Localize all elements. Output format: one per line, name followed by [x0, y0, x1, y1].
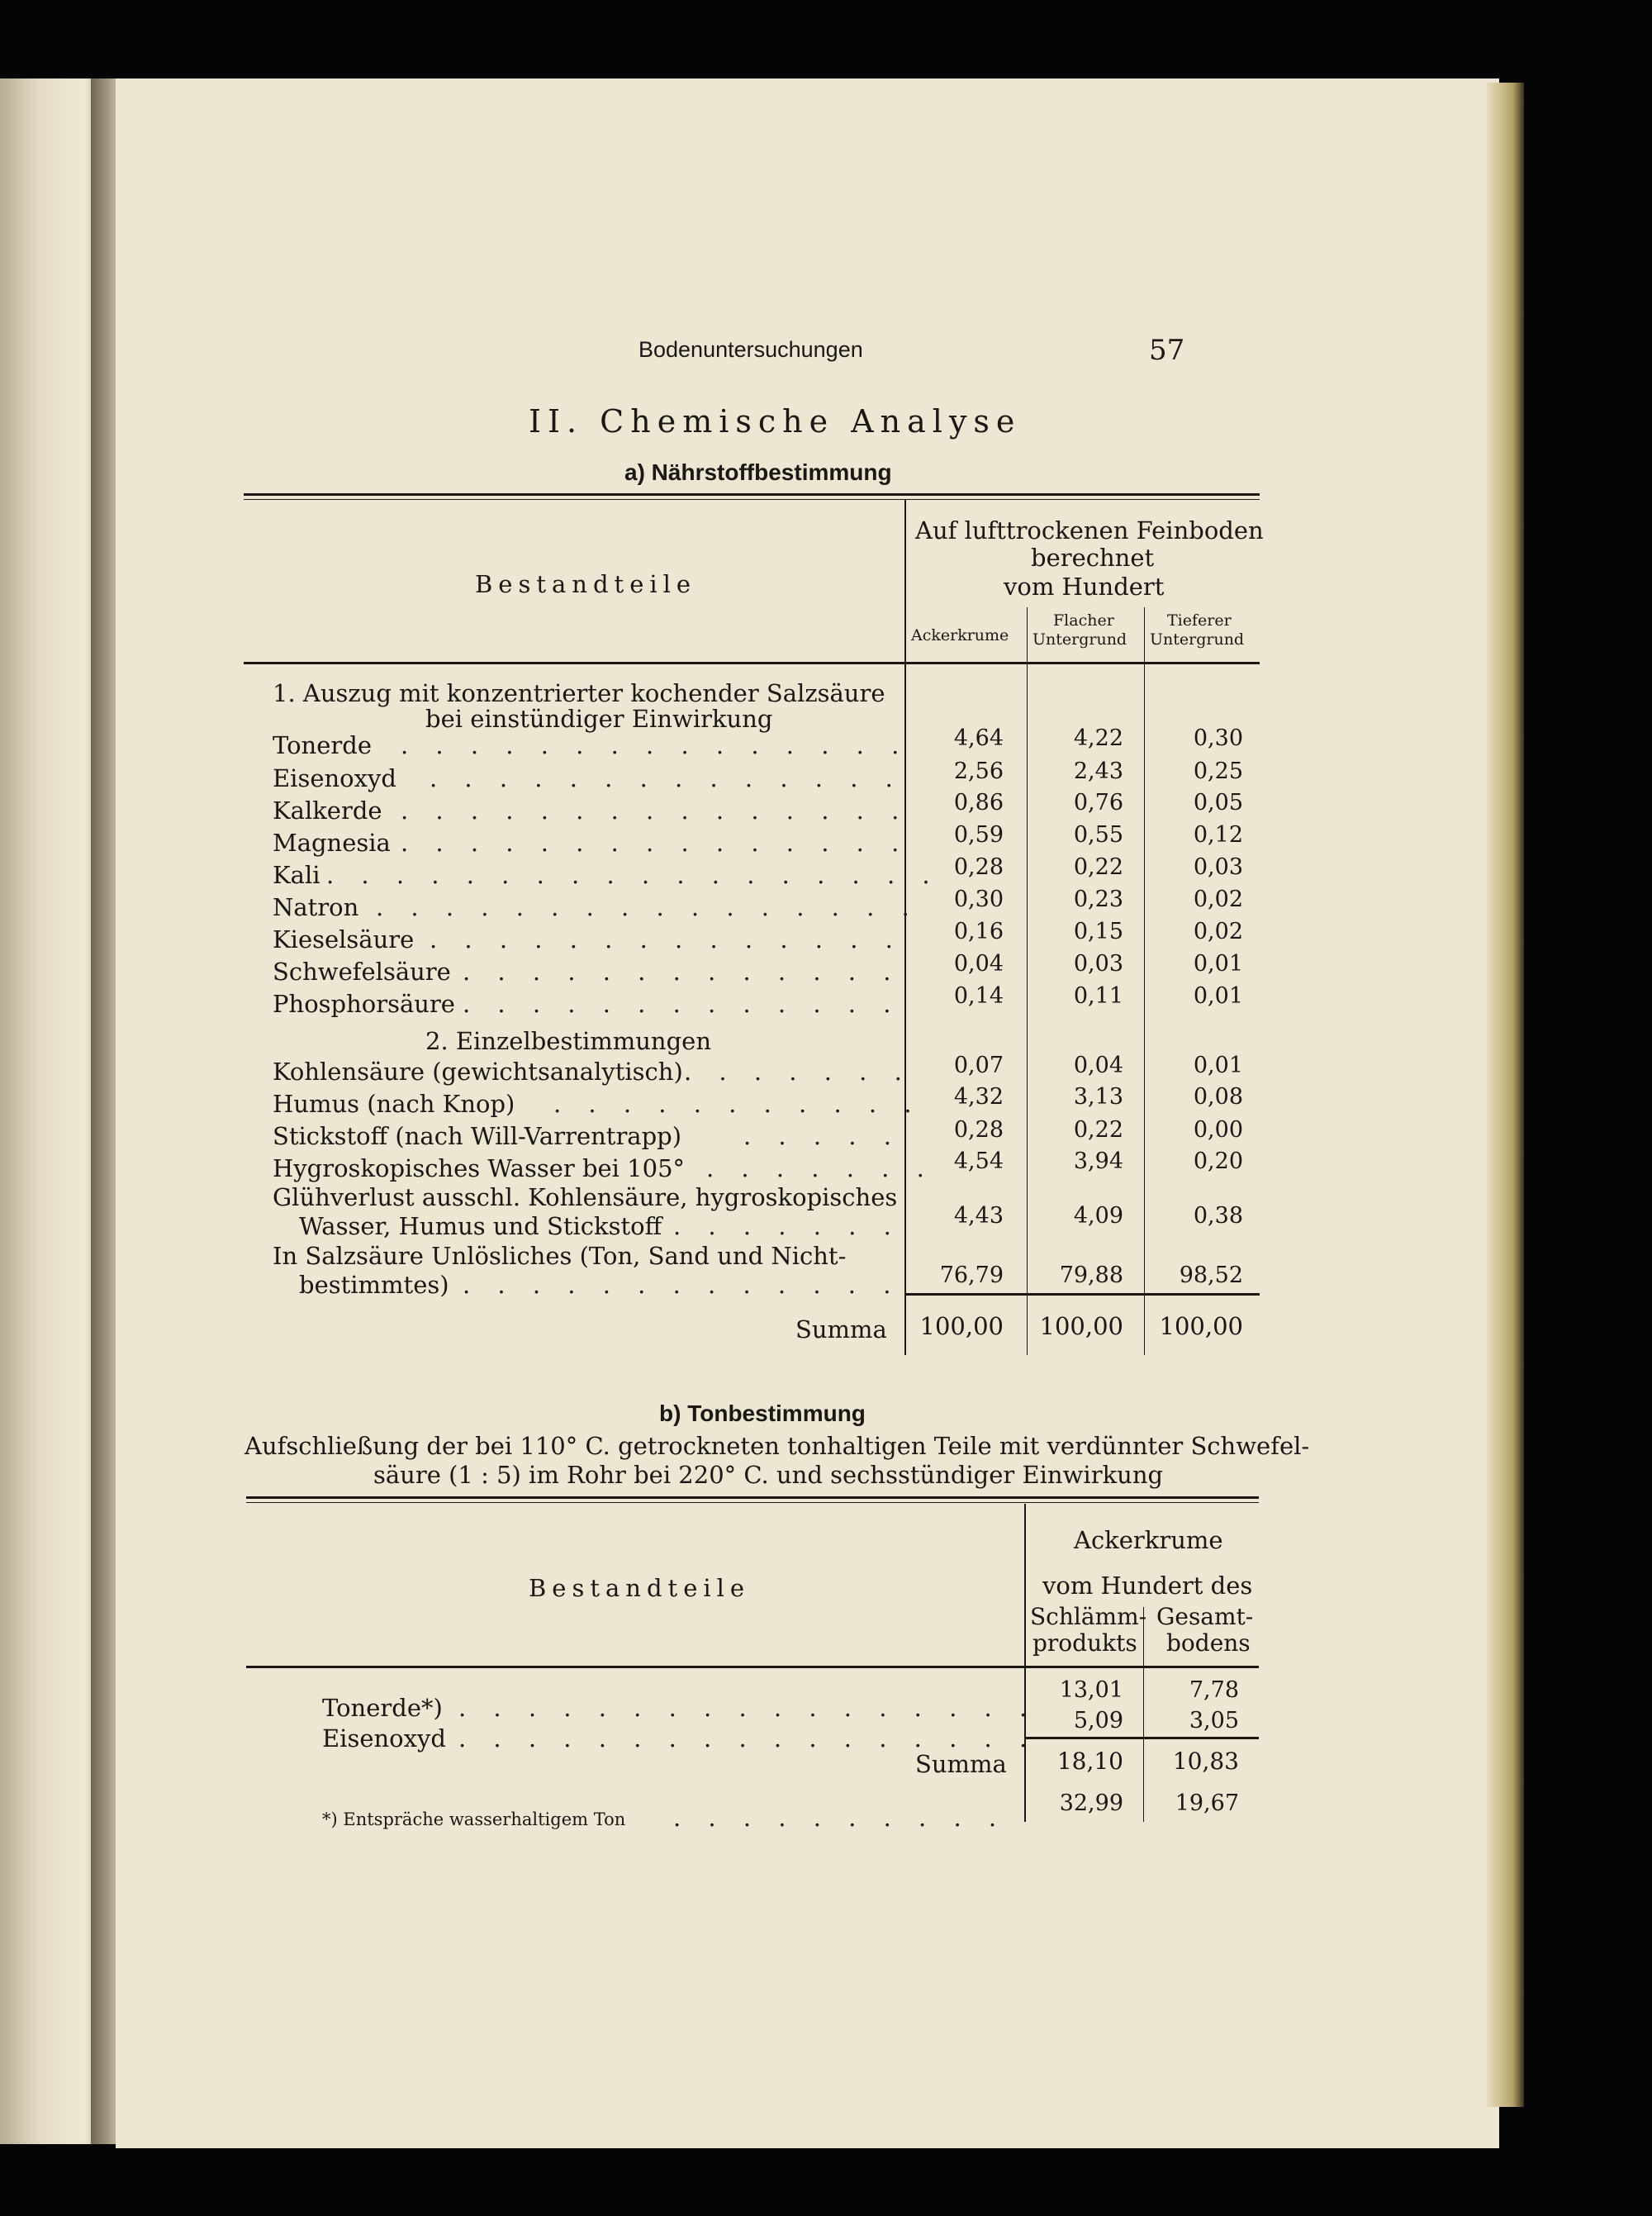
table-a-top-rule-thin — [244, 499, 1260, 500]
leader-dots: . . . . . . . . . . . . . — [463, 958, 901, 986]
row-value: 3,94 — [1073, 1148, 1123, 1174]
row-value: 4,43 — [953, 1203, 1004, 1229]
group1-heading-line1: 1. Auszug mit konzentrierter kochender Salzsäure — [273, 679, 885, 707]
table-b-col1-head-2: produkts — [1032, 1629, 1137, 1657]
table-a-head-rule — [244, 662, 1260, 664]
row-label: Glühverlust ausschl. Kohlensäure, hygroskopisches — [273, 1183, 898, 1211]
row-value: 0,22 — [1073, 1117, 1123, 1143]
table-a-col2-head-2: Untergrund — [1032, 630, 1127, 649]
footnote: *) Entspräche wasserhaltigem Ton — [322, 1809, 626, 1829]
row-value: 2,43 — [1073, 758, 1123, 784]
table-a-sum-label: Summa — [795, 1315, 887, 1343]
group1-heading-line2: bei einstündiger Einwirkung — [425, 705, 773, 733]
row-value: 7,78 — [1189, 1677, 1239, 1703]
row-label: Tonerde*) — [322, 1694, 443, 1722]
section-title: II. Chemische Analyse — [529, 403, 1022, 440]
row-value: 4,09 — [1073, 1203, 1123, 1229]
row-value: 4,22 — [1073, 725, 1123, 751]
row-label: Kalkerde — [273, 797, 382, 825]
table-a-caption: a) Nährstoffbestimmung — [624, 459, 892, 485]
row-value: 0,38 — [1193, 1203, 1243, 1229]
page-edge — [1487, 83, 1524, 2107]
leader-dots: . . . . . . . . . . . . . . . . . . — [326, 861, 940, 889]
row-value: 0,15 — [1073, 919, 1123, 944]
table-b-head-line2: vom Hundert des — [1042, 1572, 1253, 1600]
left-page — [0, 78, 99, 2144]
leader-dots: . . . . . . . . . . . . . . . . . — [458, 1724, 1037, 1752]
table-b-col1-head-1: Schlämm- — [1030, 1603, 1147, 1630]
leader-dots: . . . . . . . — [673, 1212, 901, 1240]
table-b-col2-head-1: Gesamt- — [1156, 1603, 1254, 1630]
leader-dots: . . . . . . . . . . . . . . — [430, 764, 903, 792]
row-value: 0,30 — [953, 887, 1004, 912]
table-a-col-label: Bestandteile — [475, 570, 697, 598]
row-label: Natron — [273, 893, 359, 921]
row-label: Magnesia — [273, 829, 391, 857]
row-value: 79,88 — [1059, 1263, 1123, 1288]
row-value: 0,20 — [1193, 1148, 1243, 1174]
row-value: 0,02 — [1193, 887, 1243, 912]
group2-heading: 2. Einzelbestimmungen — [425, 1027, 712, 1055]
page-number: 57 — [1149, 334, 1185, 367]
table-b-head-line1: Ackerkrume — [1074, 1526, 1223, 1554]
table-b-sum-label: Summa — [915, 1750, 1007, 1778]
row-value: 0,04 — [1073, 1053, 1123, 1078]
row-label: Kieselsäure — [273, 925, 415, 953]
row-label: Kali — [273, 861, 320, 889]
row-value: 0,30 — [1193, 725, 1243, 751]
row-value: 3,05 — [1189, 1708, 1239, 1733]
table-b-caption: b) Tonbestimmung — [659, 1400, 866, 1426]
row-label: Eisenoxyd — [273, 764, 396, 792]
leader-dots: . . . . . . . . . . . . . . . . — [376, 893, 919, 921]
sum-value: 100,00 — [1159, 1312, 1243, 1340]
table-a-col3-head-2: Untergrund — [1150, 630, 1245, 649]
row-label: Humus (nach Knop) — [273, 1090, 515, 1118]
leader-dots: . . . . . . . — [684, 1058, 912, 1086]
row-value: 0,59 — [953, 822, 1004, 848]
table-a-head-line1: Auf lufttrockenen Feinboden — [915, 516, 1264, 544]
leader-dots: . . . . . . . . . . . . . — [463, 990, 901, 1018]
row-value: 0,03 — [1193, 854, 1243, 880]
leader-dots: . . . . . . . . . . . . . . . — [401, 829, 909, 857]
table-a-top-rule — [244, 493, 1260, 496]
leader-dots: . . . . . . . . . . . — [553, 1090, 922, 1118]
table-a-vline-2 — [1027, 607, 1028, 1355]
footnote-value: 19,67 — [1175, 1790, 1239, 1816]
table-a-col3-head-1: Tieferer — [1167, 611, 1232, 630]
sum-value: 100,00 — [1039, 1312, 1123, 1340]
row-value: 0,11 — [1073, 983, 1123, 1009]
row-value: 0,55 — [1073, 822, 1123, 848]
row-value: 13,01 — [1059, 1677, 1123, 1703]
sum-value: 18,10 — [1056, 1748, 1123, 1775]
row-value: 0,23 — [1073, 887, 1123, 912]
row-value: 0,14 — [953, 983, 1004, 1009]
leader-dots: . . . . . . . . . . — [673, 1804, 1007, 1832]
row-value: 0,08 — [1193, 1084, 1243, 1110]
leader-dots: . . . . . . . . . . . . . . — [430, 925, 903, 953]
table-b-intro-line1: Aufschließung der bei 110° C. getrockneten tonhaltigen Teile mit verdünnter Schwefel- — [244, 1432, 1310, 1460]
row-label: Stickstoff (nach Will-Varrentrapp) — [273, 1122, 682, 1150]
table-a-vline-3 — [1144, 607, 1145, 1355]
table-b-top-rule-thin — [246, 1502, 1259, 1503]
sum-value: 100,00 — [919, 1312, 1004, 1340]
row-label: Eisenoxyd — [322, 1724, 446, 1752]
row-label: Kohlensäure (gewichtsanalytisch) — [273, 1058, 683, 1086]
leader-dots: . . . . . . . . . . . . . . . . . — [458, 1694, 1037, 1722]
table-b-col-label: Bestandteile — [529, 1574, 751, 1602]
row-value: 0,28 — [953, 1117, 1004, 1143]
table-a-head-line2: berechnet — [1031, 544, 1155, 572]
sum-value: 10,83 — [1172, 1748, 1239, 1775]
row-label: Hygroskopisches Wasser bei 105° — [273, 1154, 686, 1182]
row-value: 0,01 — [1193, 983, 1243, 1009]
row-value: 0,28 — [953, 854, 1004, 880]
row-value: 0,02 — [1193, 919, 1243, 944]
row-value: 0,22 — [1073, 854, 1123, 880]
row-value: 4,54 — [953, 1148, 1004, 1174]
table-a-col1-head: Ackerkrume — [911, 626, 1009, 644]
footnote-value: 32,99 — [1059, 1790, 1123, 1816]
table-b-col2-head-2: bodens — [1166, 1629, 1251, 1657]
row-value: 0,16 — [953, 919, 1004, 944]
row-value: 4,64 — [953, 725, 1004, 751]
leader-dots: . . . . . . . . . . . . . . . — [401, 731, 909, 759]
row-label: Schwefelsäure — [273, 958, 451, 986]
row-value: 0,05 — [1193, 790, 1243, 816]
row-label: In Salzsäure Unlösliches (Ton, Sand und Nicht- — [273, 1242, 847, 1270]
row-value: 0,12 — [1193, 822, 1243, 848]
row-value: 2,56 — [953, 758, 1004, 784]
row-value: 0,25 — [1193, 758, 1243, 784]
table-a-col2-head-1: Flacher — [1053, 611, 1114, 630]
row-value: 76,79 — [939, 1263, 1004, 1288]
leader-dots: . . . . . . . — [706, 1154, 934, 1182]
row-value: 5,09 — [1073, 1708, 1123, 1733]
table-b-head-rule — [246, 1666, 1259, 1668]
running-title: Bodenuntersuchungen — [638, 337, 863, 362]
table-a-body-rule — [904, 1293, 1260, 1296]
row-value: 0,86 — [953, 790, 1004, 816]
row-value: 4,32 — [953, 1084, 1004, 1110]
row-value: 0,00 — [1193, 1117, 1243, 1143]
row-value: 0,76 — [1073, 790, 1123, 816]
row-value: 3,13 — [1073, 1084, 1123, 1110]
row-value: 0,04 — [953, 951, 1004, 977]
leader-dots: . . . . . . . . . . . . . . . — [401, 797, 909, 825]
row-value: 0,07 — [953, 1053, 1004, 1078]
row-label-continued: bestimmtes) — [299, 1271, 449, 1299]
row-label: Phosphorsäure — [273, 990, 455, 1018]
row-value: 98,52 — [1179, 1263, 1243, 1288]
table-b-top-rule — [246, 1496, 1259, 1499]
table-b-body-rule — [1024, 1737, 1259, 1739]
row-value: 0,01 — [1193, 951, 1243, 977]
row-value: 0,01 — [1193, 1053, 1243, 1078]
leader-dots: . . . . . . . . . . . . . — [463, 1271, 901, 1299]
leader-dots: . . . . . — [743, 1122, 901, 1150]
table-b-intro-line2: säure (1 : 5) im Rohr bei 220° C. und sechsstündiger Einwirkung — [373, 1461, 1164, 1489]
table-a-head-line3: vom Hundert — [1004, 573, 1165, 601]
row-label-continued: Wasser, Humus und Stickstoff — [299, 1212, 662, 1240]
row-label: Tonerde — [273, 731, 372, 759]
row-value: 0,03 — [1073, 951, 1123, 977]
